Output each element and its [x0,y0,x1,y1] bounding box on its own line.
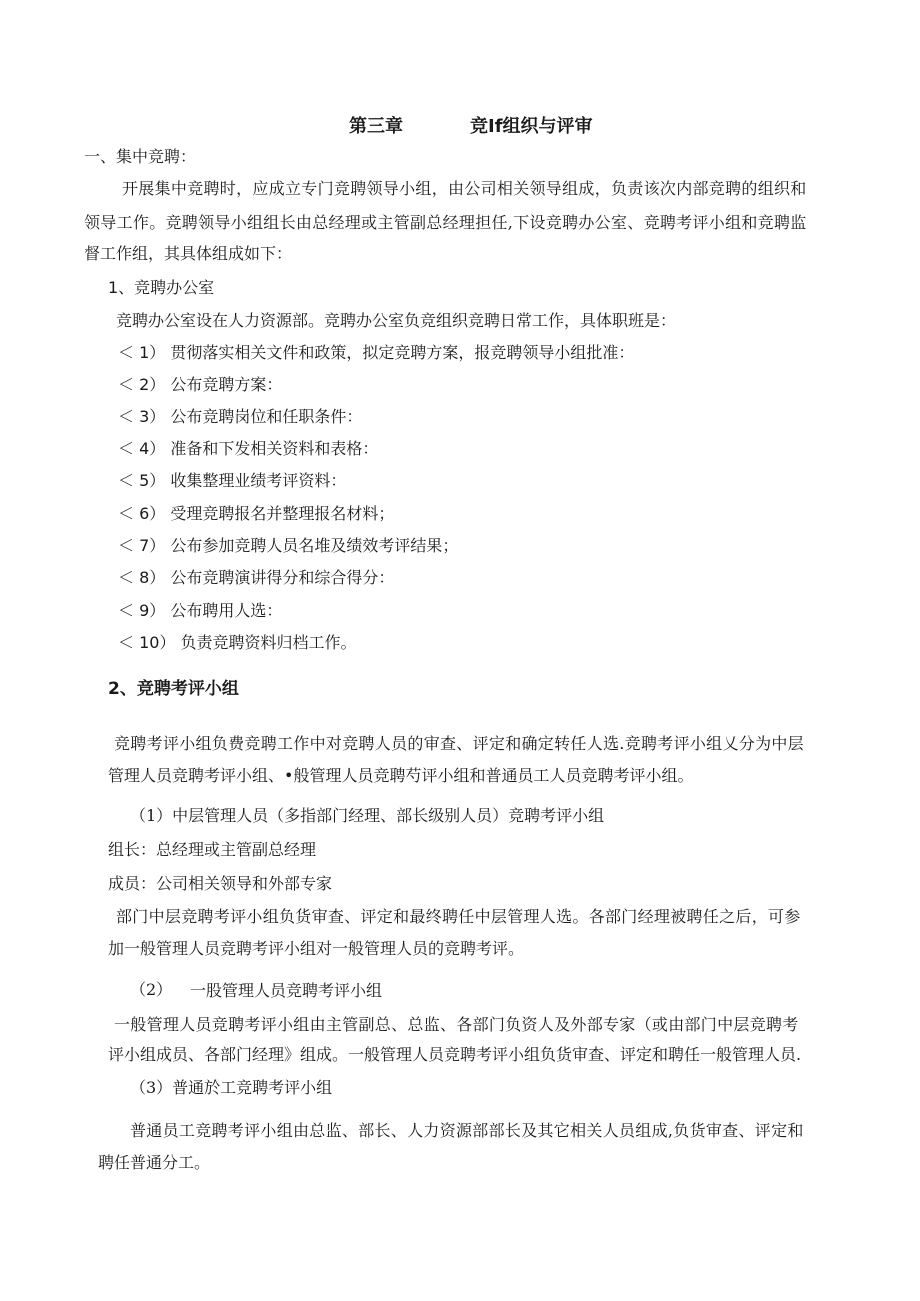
list-item-text: 贯彻落实相关文件和政策，拟定竞聘方案，报竞聘领导小组批准： [170,343,635,362]
list-item-number: ＜ 6） [118,504,166,523]
list-item-number: ＜ 10） [118,633,176,652]
paragraph-line: 督工作组，其具体组成如下： [84,244,293,263]
list-item-number: ＜ 7） [118,536,166,555]
list-item-number: ＜ 8） [118,568,166,587]
paragraph-line: 加一般管理人员竞聘考评小组对一般管理人员的竞聘考评。 [108,939,525,958]
paragraph-line: 竞聘办公室设在人力资源部。竞聘办公室负竞组织竞聘日常工作，具体职班是： [116,311,677,330]
list-item [118,632,357,654]
group-heading: （3）普通於工竞聘考评小组 [130,1078,333,1097]
list-item-text: 公布竞聘方案： [170,375,283,394]
list-item-number: ＜ 4） [118,439,166,458]
group-number: （2） [130,980,173,999]
list-item-text: 公布聘用人选： [170,601,283,620]
list-item [118,406,362,428]
list-item-text: 负责竞聘资料归档工作。 [180,633,357,652]
paragraph-line: 领导工作。竞聘领导小组组长由总经理或主管副总经理担任,下设竞聘办公室、竞聘考评小组和竞聘监 [84,213,807,232]
list-item [118,374,282,396]
list-item [118,503,394,525]
list-item-number: ＜ 9） [118,601,166,620]
paragraph-line: 聘任普通分工。 [98,1153,211,1172]
subsection-heading: 1、竞聘办公室 [108,278,215,297]
paragraph-line: 竞聘考评小组负费竞聘工作中对竞聘人员的审查、评定和确定转任人选.竞聘考评小组乂分为中层 [114,734,804,753]
section-heading: 一、集中竞聘： [84,147,197,166]
list-item-text: 准备和下发相关资料和表格： [170,439,379,458]
paragraph-line: 开展集中竞聘时，应成立专门竞聘领导小组，由公司相关领导组成，负责该次内部竞聘的组织和 [122,179,807,198]
chapter-number: 第三章 [349,116,403,137]
list-item-number: ＜ 3） [118,407,166,426]
paragraph-line: 普通员工竞聘考评小组由总监、部长、人力资源部部长及其它相关人员组成,负货审查、评定和 [130,1121,804,1140]
paragraph-line: 一般管理人员竞聘考评小组由主管副总、总监、各部门负资人及外部专家（或由部门中层竞聘考 [114,1015,799,1034]
group-heading: 一股管理人员竞聘考评小组 [190,981,383,1000]
list-item [118,470,346,492]
list-item-number: ＜ 2） [118,375,166,394]
paragraph-line: 部门中层竞聘考评小组负货审查、评定和最终聘任中层管理人选。各部门经理被聘任之后，可参 [116,907,801,926]
paragraph-line: 管理人员竞聘考评小组、•般管理人员竞聘芍评小组和普通员工人员竞聘考评小组。 [108,766,694,785]
list-item [118,600,282,622]
list-item-number: ＜ 1） [118,343,166,362]
list-item-text: 受理竞聘报名并整理报名材料； [170,504,395,523]
chapter-title: 竞If组织与评审 [470,116,593,137]
list-item [118,342,634,364]
list-item-number: ＜ 5） [118,471,166,490]
group-leader: 组长：总经理或主管副总经理 [108,840,317,859]
list-item [118,567,394,589]
list-item-text: 收集整理业绩考评资料： [170,471,347,490]
list-item-text: 公布参加竞聘人员名堆及绩效考评结果； [170,536,459,555]
group-members: 成员：公司相关领导和外部专家 [108,874,333,893]
subsection-heading: 2、竞聘考评小组 [108,679,239,699]
paragraph-line: 评小组成员、各部门经理》组成。一般管理人员竞聘考评小组负货审查、评定和聘任一般管理人员. [108,1045,802,1064]
list-item [118,438,378,460]
group-heading: （1）中层管理人员（多指部门经理、部长级别人员）竞聘考评小组 [130,806,605,825]
list-item-text: 公布竞聘演讲得分和综合得分： [170,568,395,587]
list-item-text: 公布竞聘岗位和任职条件： [170,407,363,426]
list-item [118,535,458,557]
